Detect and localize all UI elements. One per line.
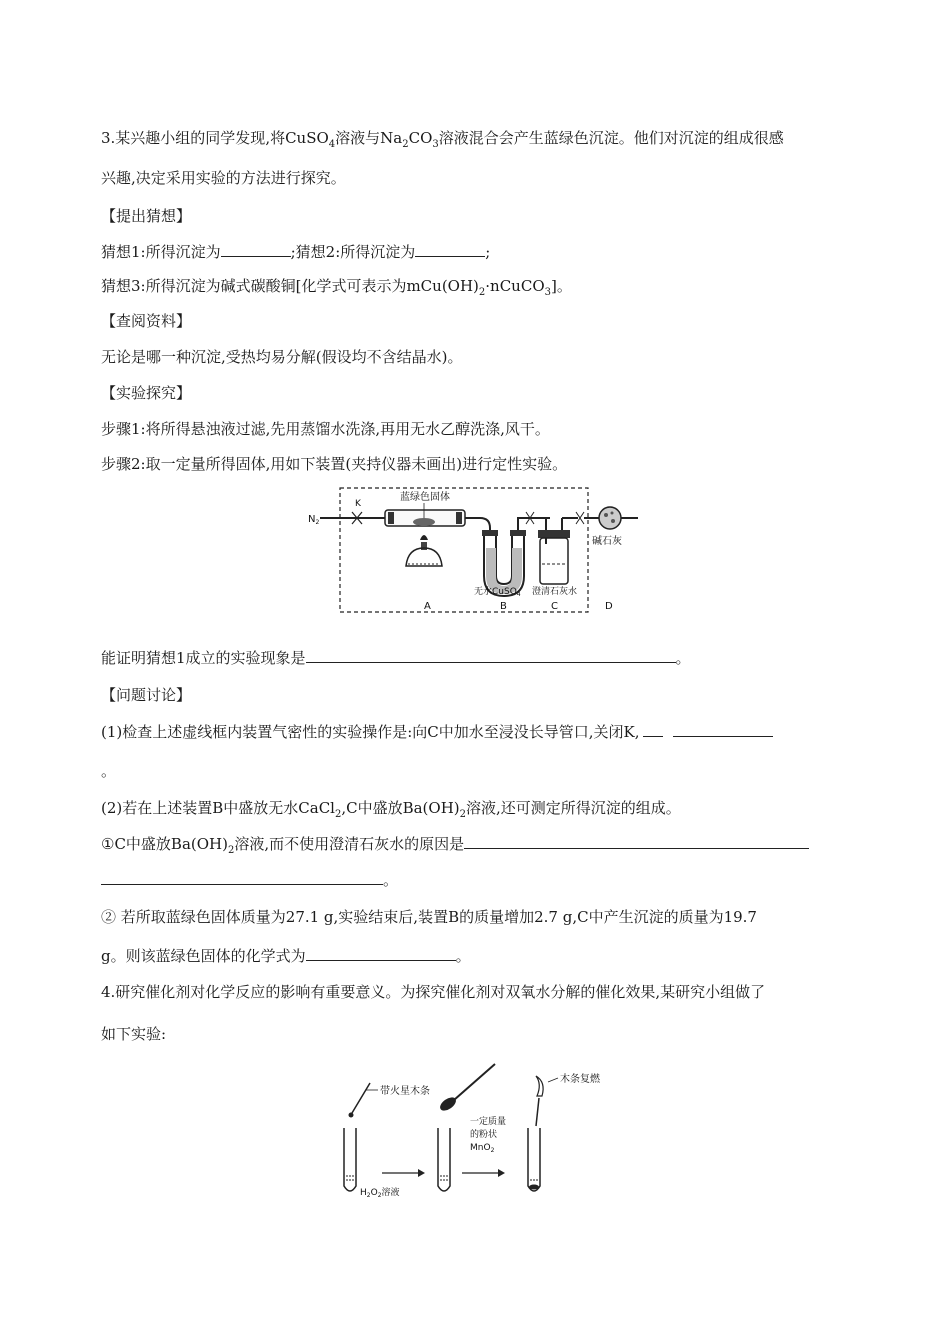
label-b: B <box>500 601 507 612</box>
bottle-stopper <box>538 530 570 538</box>
q3-intro-line2: 兴趣,决定采用实验的方法进行探究。 <box>101 169 346 187</box>
granule-3 <box>611 512 614 515</box>
powder-label-3: MnO$_2$ <box>470 1143 495 1154</box>
arrow-right-icon <box>418 1169 425 1177</box>
discussion-2-1-cont: 。 <box>101 870 398 890</box>
cuso4-label: 无水CuSO$_4$ <box>474 587 521 598</box>
discussion-2-line: (2)若在上述装置B中盛放无水CaCl$_2$,C中盛放$Ba(OH)_2$溶液,还可测定所得沉淀的组成。 <box>101 799 681 820</box>
answer-blank-airtight-a[interactable] <box>643 722 663 737</box>
tube-stopper-right <box>456 512 462 524</box>
answer-blank-reason-b[interactable] <box>101 870 383 885</box>
answer-blank-formula[interactable] <box>306 946 456 961</box>
q4-intro-line2: 如下实验: <box>101 1025 167 1043</box>
step-2-text: 步骤2:取一定量所得固体,用如下装置(夹持仪器未画出)进行定性实验。 <box>101 455 568 473</box>
answer-blank-evidence[interactable] <box>306 648 676 663</box>
guess-1-2-line: 猜想1:所得沉淀为 ;猜想2:所得沉淀为 ; <box>101 243 491 261</box>
test-tube-1 <box>344 1128 356 1191</box>
blue-green-solid <box>413 518 435 526</box>
powder-label-1: 一定质量 <box>470 1117 507 1127</box>
h2o2-label: $H_2O_2$溶液 <box>360 1188 400 1199</box>
u-stopper-left <box>482 530 498 536</box>
relit-label: 木条复燃 <box>560 1074 600 1085</box>
granule-1 <box>604 513 608 517</box>
granule-2 <box>611 519 615 523</box>
evidence-line: 能证明猜想1成立的实验现象是 。 <box>101 649 691 667</box>
discussion-2-2-cont: g。则该蓝绿色固体的化学式为 。 <box>101 947 471 965</box>
mno2-powder-icon <box>438 1095 458 1114</box>
liquid-2 <box>440 1176 448 1180</box>
apparatus-diagram <box>300 484 660 616</box>
ember-icon <box>349 1113 354 1118</box>
label-d: D <box>605 601 613 612</box>
answer-blank-guess1[interactable] <box>221 242 291 257</box>
splint-icon <box>352 1083 370 1113</box>
q4-intro-line1: 4.研究催化剂对化学反应的影响有重要意义。为探究催化剂对双氧水分解的催化效果,某研究小组做了 <box>101 983 766 1001</box>
references-text: 无论是哪一种沉淀,受热均易分解(假设均不含结晶水)。 <box>101 348 463 366</box>
n2-label: $N_2$ <box>308 514 320 526</box>
liquid-1 <box>346 1176 354 1180</box>
test-tube-2 <box>438 1128 450 1191</box>
limewater-label: 澄清石灰水 <box>532 587 578 597</box>
discussion-1-end: 。 <box>101 762 117 780</box>
tube-stopper-left <box>388 512 394 524</box>
mno2-sediment <box>529 1185 539 1190</box>
guess-3-line: 猜想3:所得沉淀为碱式碳酸铜[化学式可表示为$mCu(OH)_2\cdot nCuCO_3$]。 <box>101 277 572 298</box>
wash-bottle <box>540 538 568 584</box>
discussion-1-line: (1)检查上述虚线框内装置气密性的实验操作是:向C中加水至浸没长导管口,关闭K, <box>101 722 773 742</box>
q3-intro-line1: 3.某兴趣小组的同学发现,将CuSO$_4$溶液与$Na_2CO_3$溶液混合会产生蓝绿色沉淀。他们对沉淀的组成很感 <box>101 129 784 150</box>
answer-blank-airtight-b[interactable] <box>673 722 773 737</box>
u-tube-inner <box>496 534 512 584</box>
flame-icon <box>420 535 428 540</box>
splint-label: 带火星木条 <box>380 1086 430 1097</box>
u-stopper-right <box>510 530 526 536</box>
soda-lime-label: 碱石灰 <box>592 536 622 547</box>
relit-pointer <box>548 1078 558 1082</box>
heading-discussion: 【问题讨论】 <box>101 686 192 704</box>
splint-2 <box>536 1098 539 1126</box>
answer-blank-guess2[interactable] <box>415 242 485 257</box>
alcohol-lamp-icon <box>406 548 442 566</box>
label-c: C <box>551 601 558 612</box>
arrow-right-icon-2 <box>498 1169 505 1177</box>
test-tube-3 <box>528 1128 540 1191</box>
step-1-text: 步骤1:将所得悬浊液过滤,先用蒸馏水洗涤,再用无水乙醇洗涤,风干。 <box>101 420 550 438</box>
soda-lime-tube <box>599 507 621 529</box>
label-a: A <box>424 601 431 612</box>
heading-experiment: 【实验探究】 <box>101 384 192 402</box>
answer-blank-reason-a[interactable] <box>464 834 809 849</box>
catalyst-experiment-diagram <box>330 1058 620 1208</box>
heading-propose-guess: 【提出猜想】 <box>101 207 192 225</box>
discussion-2-2-line: ② 若所取蓝绿色固体质量为27.1 g,实验结束后,装置B的质量增加2.7 g,C中产生沉淀的质量为19.7 <box>101 908 757 926</box>
discussion-2-1-line: ①C中盛放$Ba(OH)_2$溶液,而不使用澄清石灰水的原因是 <box>101 834 809 854</box>
heading-references: 【查阅资料】 <box>101 312 192 330</box>
valve-k-label: K <box>355 499 361 509</box>
flame-icon-2 <box>536 1076 543 1096</box>
spatula-icon <box>454 1064 495 1100</box>
powder-label-2: 的粉状 <box>470 1130 498 1140</box>
solid-label: 蓝绿色固体 <box>400 492 450 503</box>
